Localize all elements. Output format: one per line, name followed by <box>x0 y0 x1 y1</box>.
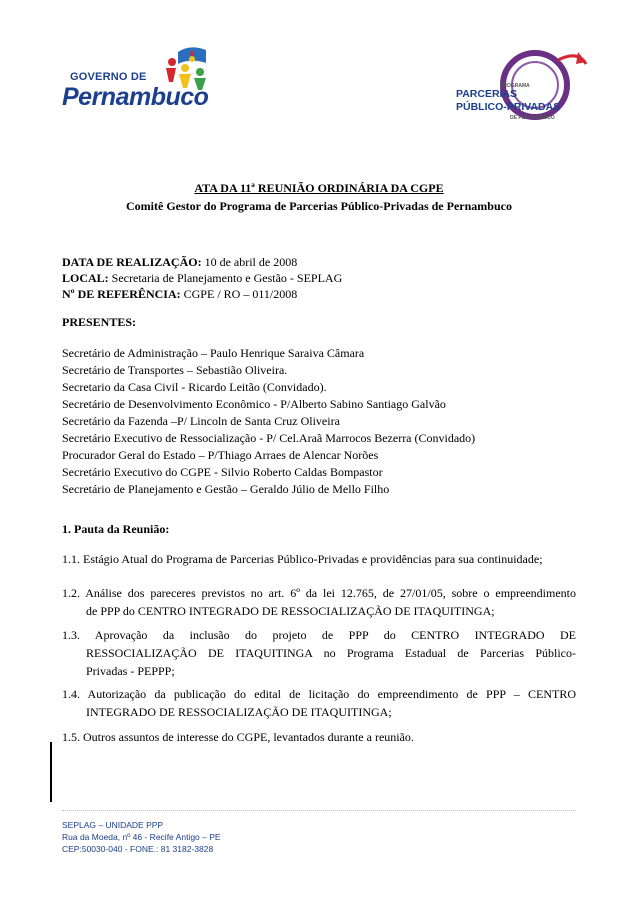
logo-text-de-pernambuco: DE PERNAMBUCO <box>510 115 555 121</box>
footer-line-1: SEPLAG – UNIDADE PPP <box>62 820 164 830</box>
pauta-item-1-4 <box>62 685 576 721</box>
attendee: Secretário de Desenvolvimento Econômico - P/Alberto Sabino Santiago Galvão <box>62 397 446 411</box>
meta-date <box>62 255 297 270</box>
logo-text-parcerias: PARCERIAS <box>456 88 518 100</box>
meta-local-label: LOCAL: <box>62 271 109 285</box>
pauta-heading: 1. Pauta da Reunião: <box>62 522 170 536</box>
pauta-item-text: 1.4. Autorização da publicação do edital de licitação do empreendimento de PPP – CENTRO <box>62 687 576 701</box>
pauta-item-text: 1.3. Aprovação da inclusão do projeto de PPP do CENTRO INTEGRADO DE <box>62 628 576 642</box>
ppp-program-logo <box>440 40 590 135</box>
meta-local-value: Secretaria de Planejamento e Gestão - SEPLAG <box>108 271 343 285</box>
pauta-item-text: 1.5. Outros assuntos de interesse do CGPE, levantados durante a reunião. <box>62 730 414 744</box>
pauta-item-text: de PPP do CENTRO INTEGRADO DE RESSOCIALIZAÇÃO DE ITAQUITINGA; <box>86 604 495 618</box>
attendee: Secretário da Fazenda –P/ Lincoln de Santa Cruz Oliveira <box>62 414 340 428</box>
document-subtitle: Comitê Gestor do Programa de Parcerias Público-Privadas de Pernambuco <box>126 199 512 213</box>
meta-date-value: 10 de abril de 2008 <box>201 255 298 269</box>
meta-reference-label: Nº DE REFERÊNCIA: <box>62 287 181 301</box>
pauta-item-text: Privadas - PEPPP; <box>86 664 175 678</box>
pauta-item-1-2 <box>62 584 576 620</box>
pauta-item-text: 1.2. Análise dos pareceres previstos no art. 6º da lei 12.765, de 27/01/05, sobre o empreendimento <box>62 586 576 600</box>
meta-date-label: DATA DE REALIZAÇÃO: <box>62 255 202 269</box>
meta-reference <box>62 287 297 302</box>
meta-reference-value: CGPE / RO – 011/2008 <box>180 287 298 301</box>
pernambuco-government-logo <box>60 42 240 127</box>
logo-text-governo-de: GOVERNO DE <box>70 71 147 83</box>
pauta-item-text: RESSOCIALIZAÇÃO DE ITAQUITINGA no Programa Estadual de Parcerias Público- <box>86 646 576 660</box>
pauta-item-1-5 <box>62 728 576 746</box>
document-title: ATA DA 11ª REUNIÃO ORDINÁRIA DA CGPE <box>194 181 444 195</box>
pauta-item-1-1 <box>62 550 576 568</box>
attendee: Secretário de Planejamento e Gestão – Geraldo Júlio de Mello Filho <box>62 482 390 496</box>
footer-line-2: Rua da Moeda, nº 46 - Recife Antigo – PE <box>62 832 221 842</box>
logo-text-publico-privadas: PÚBLICO-PRIVADAS <box>456 101 561 113</box>
footer-divider <box>62 810 576 819</box>
meta-local <box>62 271 342 286</box>
attendee: Secretário de Administração – Paulo Henrique Saraiva Câmara <box>62 346 365 360</box>
footer-line-3: CEP:50030-040 - FONE.: 81 3182-3828 <box>62 844 214 854</box>
margin-bar <box>50 742 52 802</box>
attendee: Procurador Geral do Estado – P/Thiago Arraes de Alencar Norões <box>62 448 379 462</box>
attendee: Secretario da Casa Civil - Ricardo Leitão (Convidado). <box>62 380 327 394</box>
presentes-heading: PRESENTES: <box>62 315 137 329</box>
logo-text-programa: PROGRAMA <box>500 83 530 89</box>
pauta-item-text: INTEGRADO DE RESSOCIALIZAÇÃO DE ITAQUITINGA; <box>86 705 392 719</box>
attendee: Secretário de Transportes – Sebastião Oliveira. <box>62 363 288 377</box>
attendee: Secretário Executivo de Ressocialização - P/ Cel.Araã Marrocos Bezerra (Convidado) <box>62 431 476 445</box>
logo-text-pernambuco: Pernambuco <box>62 83 209 111</box>
attendee: Secretário Executivo do CGPE - Silvio Roberto Caldas Bompastor <box>62 465 383 479</box>
pauta-item-1-3 <box>62 626 576 680</box>
pauta-item-text: 1.1. Estágio Atual do Programa de Parcerias Público-Privadas e providências para sua continuidade; <box>62 552 543 566</box>
